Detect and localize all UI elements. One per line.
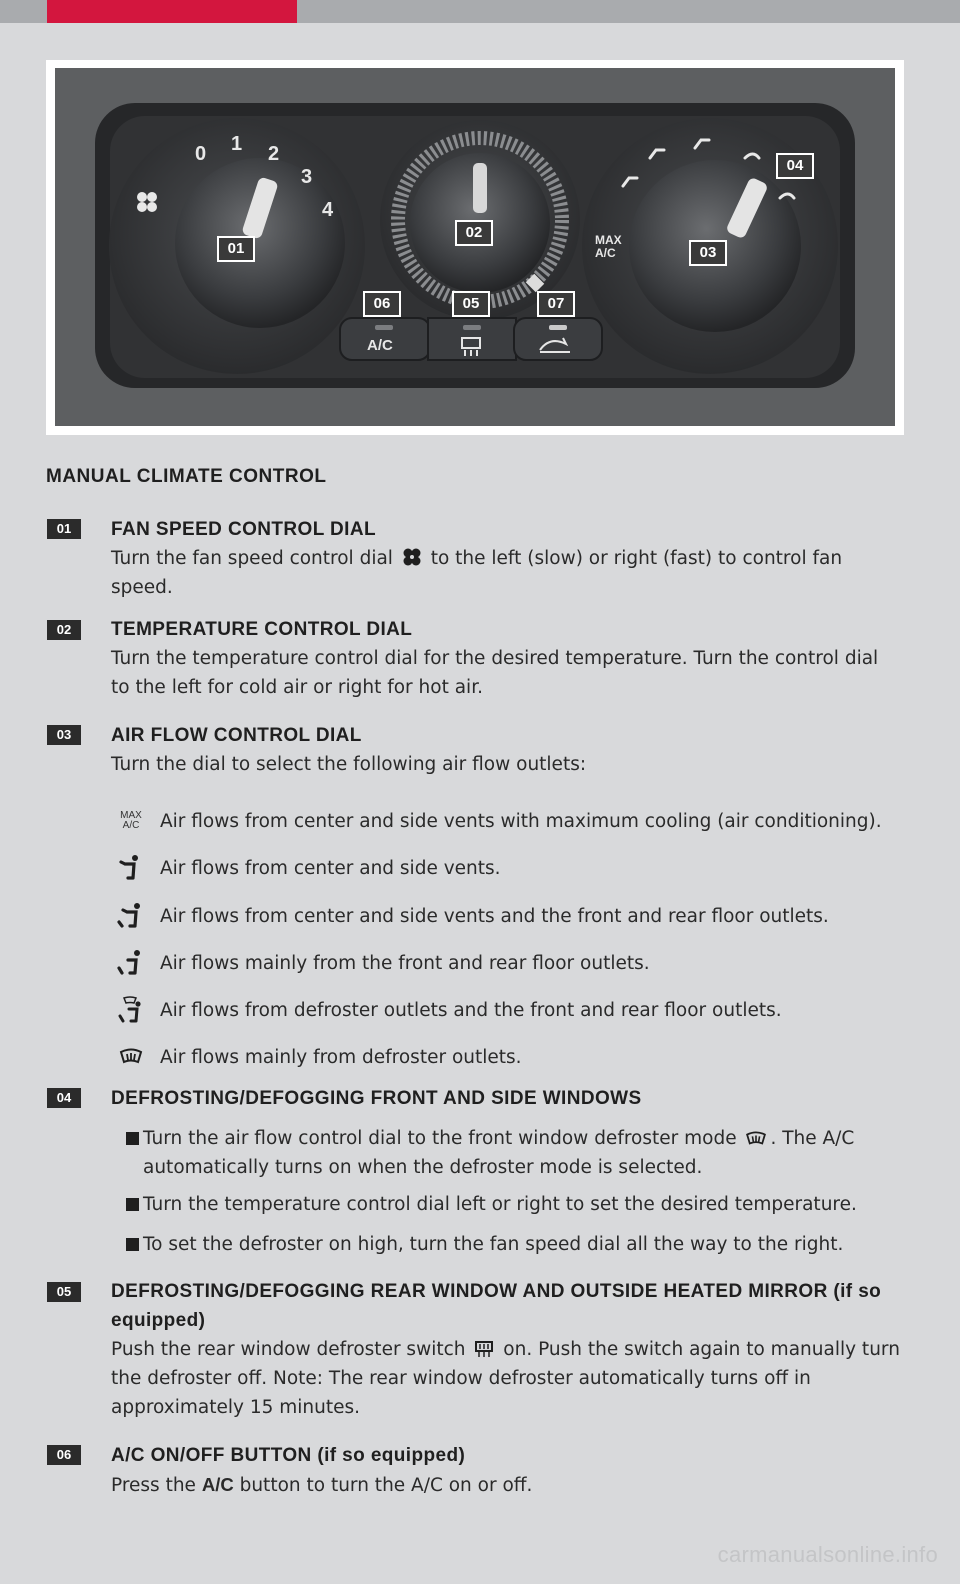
mode-text: Air flows from defroster outlets and the front and rear floor outlets. <box>160 999 782 1021</box>
mode-text: Air flows from center and side vents. <box>160 857 501 879</box>
item-text: Turn the temperature control dial for the desired temperature. Turn the control dial to the left for cold air or right for hot air. <box>111 648 879 698</box>
mode-row-defrost <box>111 1042 522 1072</box>
item-heading: DEFROSTING/DEFOGGING REAR WINDOW AND OUTSIDE HEATED MIRROR (if so equipped) <box>111 1281 882 1331</box>
accent-tab <box>47 0 297 23</box>
mode-row-bi-level <box>111 901 829 931</box>
watermark: carmanualsonline.info <box>717 1542 938 1567</box>
callout-02: 02 <box>455 220 493 246</box>
fan-icon <box>402 547 422 567</box>
badge-02: 02 <box>47 620 81 640</box>
mode-row-max-ac <box>111 806 882 836</box>
callout-06: 06 <box>363 291 401 317</box>
floor-defrost-icon <box>111 995 151 1025</box>
item-fan-speed <box>111 515 901 602</box>
callout-03: 03 <box>689 240 727 266</box>
bullet-item: Turn the temperature control dial left or right to set the desired temperature. <box>126 1190 923 1219</box>
bullet-item: To set the defroster on high, turn the fan speed dial all the way to the right. <box>126 1230 923 1259</box>
mode-text: Air flows from center and side vents and the front and rear floor outlets. <box>160 905 829 927</box>
item-heading: FAN SPEED CONTROL DIAL <box>111 519 376 540</box>
mode-text: Air flows mainly from defroster outlets. <box>160 1046 522 1068</box>
bullet-square <box>126 1238 139 1251</box>
top-bar <box>0 0 960 23</box>
badge-01: 01 <box>47 519 81 539</box>
item-text: Turn the dial to select the following air flow outlets: <box>111 754 587 775</box>
item-ac-button <box>111 1441 901 1500</box>
front-defrost-icon <box>745 1131 767 1147</box>
panel-photo <box>55 68 895 426</box>
item-airflow <box>111 721 901 779</box>
ac-button-label: A/C <box>367 337 393 354</box>
max-ac-icon: MAX A/C <box>120 810 142 831</box>
panel-photo-frame <box>46 60 904 435</box>
fan-number-0: 0 <box>195 143 207 165</box>
floor-icon <box>111 948 151 978</box>
item-heading: A/C ON/OFF BUTTON (if so equipped) <box>111 1445 466 1466</box>
item-rear-defrost <box>111 1277 901 1422</box>
page-title: MANUAL CLIMATE CONTROL <box>46 466 327 487</box>
item-heading: AIR FLOW CONTROL DIAL <box>111 725 362 746</box>
bi-level-icon <box>111 901 151 931</box>
mode-text: Air flows from center and side vents with maximum cooling (air conditioning). <box>160 810 882 832</box>
max-ac-label: MAX A/C <box>595 233 622 260</box>
defrost-icon <box>111 1042 151 1072</box>
callout-01: 01 <box>217 236 255 262</box>
mode-row-floor-defrost <box>111 995 782 1025</box>
vent-icon <box>111 853 151 883</box>
fan-number-1: 1 <box>231 133 243 155</box>
fan-number-2: 2 <box>268 143 280 165</box>
item-text: Press the A/C button to turn the A/C on or off. <box>111 1474 533 1496</box>
item-text: Turn the fan speed control dial to the left (slow) or right (fast) to control fan speed. <box>111 548 843 598</box>
item-temperature <box>111 615 901 702</box>
item-front-defrost <box>111 1084 901 1113</box>
callout-07: 07 <box>537 291 575 317</box>
callout-05: 05 <box>452 291 490 317</box>
mode-text: Air flows mainly from the front and rear floor outlets. <box>160 952 650 974</box>
callout-04: 04 <box>776 153 814 179</box>
bullet-square <box>126 1198 139 1211</box>
badge-03: 03 <box>47 725 81 745</box>
fan-number-3: 3 <box>301 166 313 188</box>
fan-number-4: 4 <box>322 199 334 221</box>
bullet-square <box>126 1132 139 1145</box>
badge-05: 05 <box>47 1282 81 1302</box>
item-heading: DEFROSTING/DEFOGGING FRONT AND SIDE WINDOWS <box>111 1088 642 1109</box>
badge-04: 04 <box>47 1088 81 1108</box>
item-text: Push the rear window defroster switch on. Push the switch again to manually turn the defroster off. Note: The rear window defroster automatically turns off in approximately 15 minutes. <box>111 1339 900 1418</box>
bullet-item: Turn the air flow control dial to the front window defroster mode . The A/C automatically turns on when the defroster mode is selected. <box>126 1124 923 1182</box>
badge-06: 06 <box>47 1445 81 1465</box>
mode-row-floor <box>111 948 650 978</box>
mode-row-vent <box>111 853 501 883</box>
climate-panel-illustration <box>55 68 895 426</box>
rear-defrost-icon <box>474 1340 494 1358</box>
item-heading: TEMPERATURE CONTROL DIAL <box>111 619 413 640</box>
recirculation-button[interactable] <box>514 318 602 360</box>
